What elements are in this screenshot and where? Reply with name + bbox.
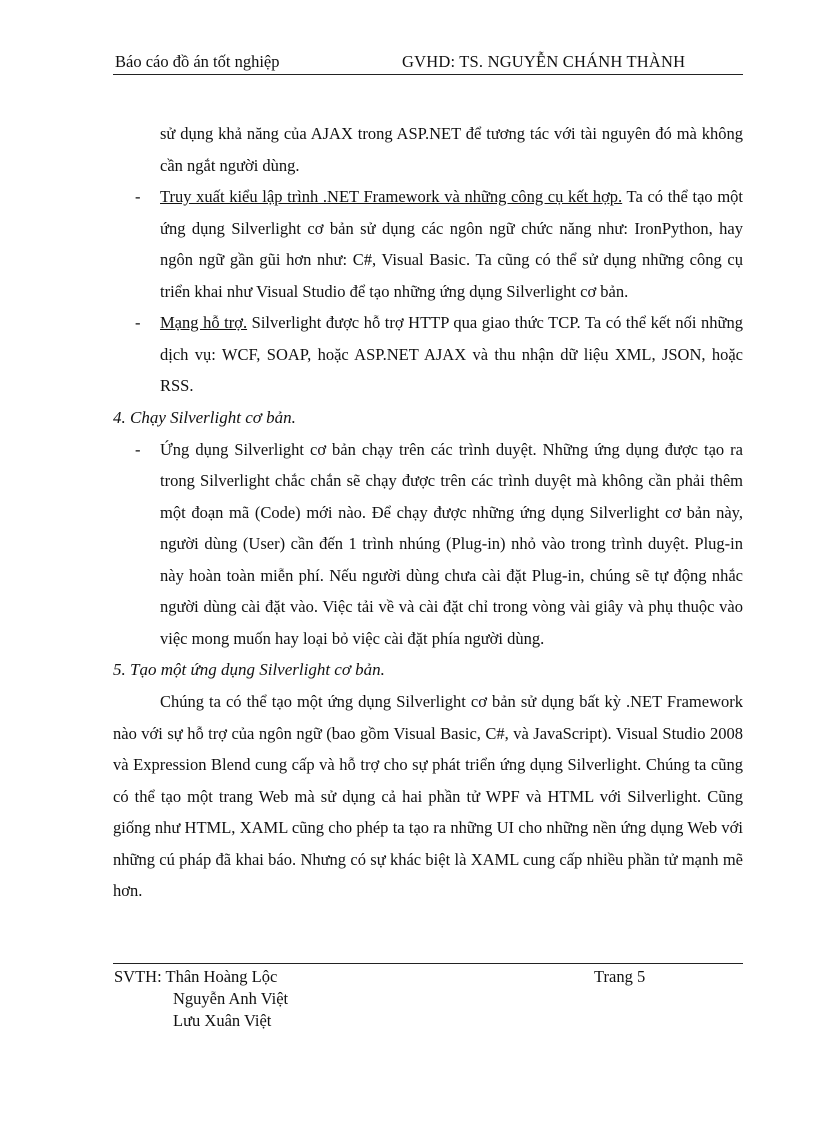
page-body	[113, 118, 743, 907]
section-5-paragraph: Chúng ta có thể tạo một ứng dụng Silverlight cơ bản sử dụng bất kỳ .NET Framework nào với sự hỗ trợ của ngôn ngữ (bao gồm Visual Basic, C#, và JavaScript). Visual Studio 2008 và Expression Blend cung cấp và hỗ trợ cho sự phát triển ứng dụng Silverlight. Chúng ta cũng có thể tạo một trang Web mà sử dụng cả hai phần tử WPF và HTML với Silverlight. Cũng giống như HTML, XAML cũng cho phép ta tạo ra những UI cho những nền ứng dụng Web với những cú pháp đã khai báo. Nhưng có sự khác biệt là XAML cung cấp nhiều phần tử mạnh mẽ hơn.	[113, 692, 743, 900]
bullet-text: Ta có thể tạo một ứng dụng Silverlight cơ bản sử dụng các ngôn ngữ chức năng như: IronPython, hay ngôn ngữ gần gũi hơn như: C#, Visual Basic. Ta cũng có thể sử dụng những công cụ triển khai như Visual Studio để tạo những ứng dụng Silverlight cơ bản.	[160, 187, 743, 301]
bullet-text: Ứng dụng Silverlight cơ bản chạy trên các trình duyệt. Những ứng dụng được tạo ra trong Silverlight chắc chắn sẽ chạy được trên các trình duyệt mà không cần phải thêm một đoạn mã (Code) mới nào. Để chạy được những ứng dụng Silverlight cơ bản này, người dùng (User) cần đến 1 trình nhúng (Plug-in) nhỏ vào trong trình duyệt. Plug-in này hoàn toàn miễn phí. Nếu người dùng chưa cài đặt Plug-in, chúng sẽ tự động nhắc người dùng cài đặt vào. Việc tải về và cài đặt chỉ trong vòng vài giây và phụ thuộc vào việc mong muốn hay loại bỏ việc cài đặt phía người dùng.	[160, 439, 743, 648]
bullet-item-network	[113, 307, 743, 402]
page-header	[113, 52, 743, 75]
header-report-title: Báo cáo đồ án tốt nghiệp	[115, 52, 280, 71]
page-footer-students	[114, 966, 288, 1032]
student-name-2: Nguyễn Anh Việt	[173, 989, 289, 1008]
bullet-title: Mạng hỗ trợ.	[160, 313, 248, 332]
bullet-text: Silverlight được hỗ trợ HTTP qua giao thức TCP. Ta có thể kết nối những dịch vụ: WCF, SOAP, hoặc ASP.NET AJAX và thu nhận dữ liệu XML, JSON, hoặc RSS.	[160, 313, 743, 395]
bullet-dash: -	[135, 439, 141, 459]
page-number: Trang 5	[594, 967, 646, 986]
header-advisor: GVHD: TS. NGUYỄN CHÁNH THÀNH	[402, 52, 686, 71]
bullet-dash: -	[135, 313, 141, 332]
student-name-1: SVTH: Thân Hoàng Lộc	[114, 967, 278, 986]
section-heading-4: 4. Chạy Silverlight cơ bản.	[113, 407, 296, 427]
bullet-title: Truy xuất kiểu lập trình .NET Framework và những công cụ kết hợp.	[160, 187, 623, 206]
student-name-3: Lưu Xuân Việt	[173, 1011, 272, 1030]
bullet-dash: -	[135, 187, 141, 206]
footer-divider	[113, 963, 743, 964]
bullet-item-programming	[113, 181, 743, 307]
section-heading-5: 5. Tạo một ứng dụng Silverlight cơ bản.	[113, 660, 385, 679]
continuation-paragraph: sử dụng khả năng của AJAX trong ASP.NET để tương tác với tài nguyên đó mà không cần ngắt người dùng.	[160, 124, 743, 175]
bullet-item-run	[113, 434, 743, 655]
